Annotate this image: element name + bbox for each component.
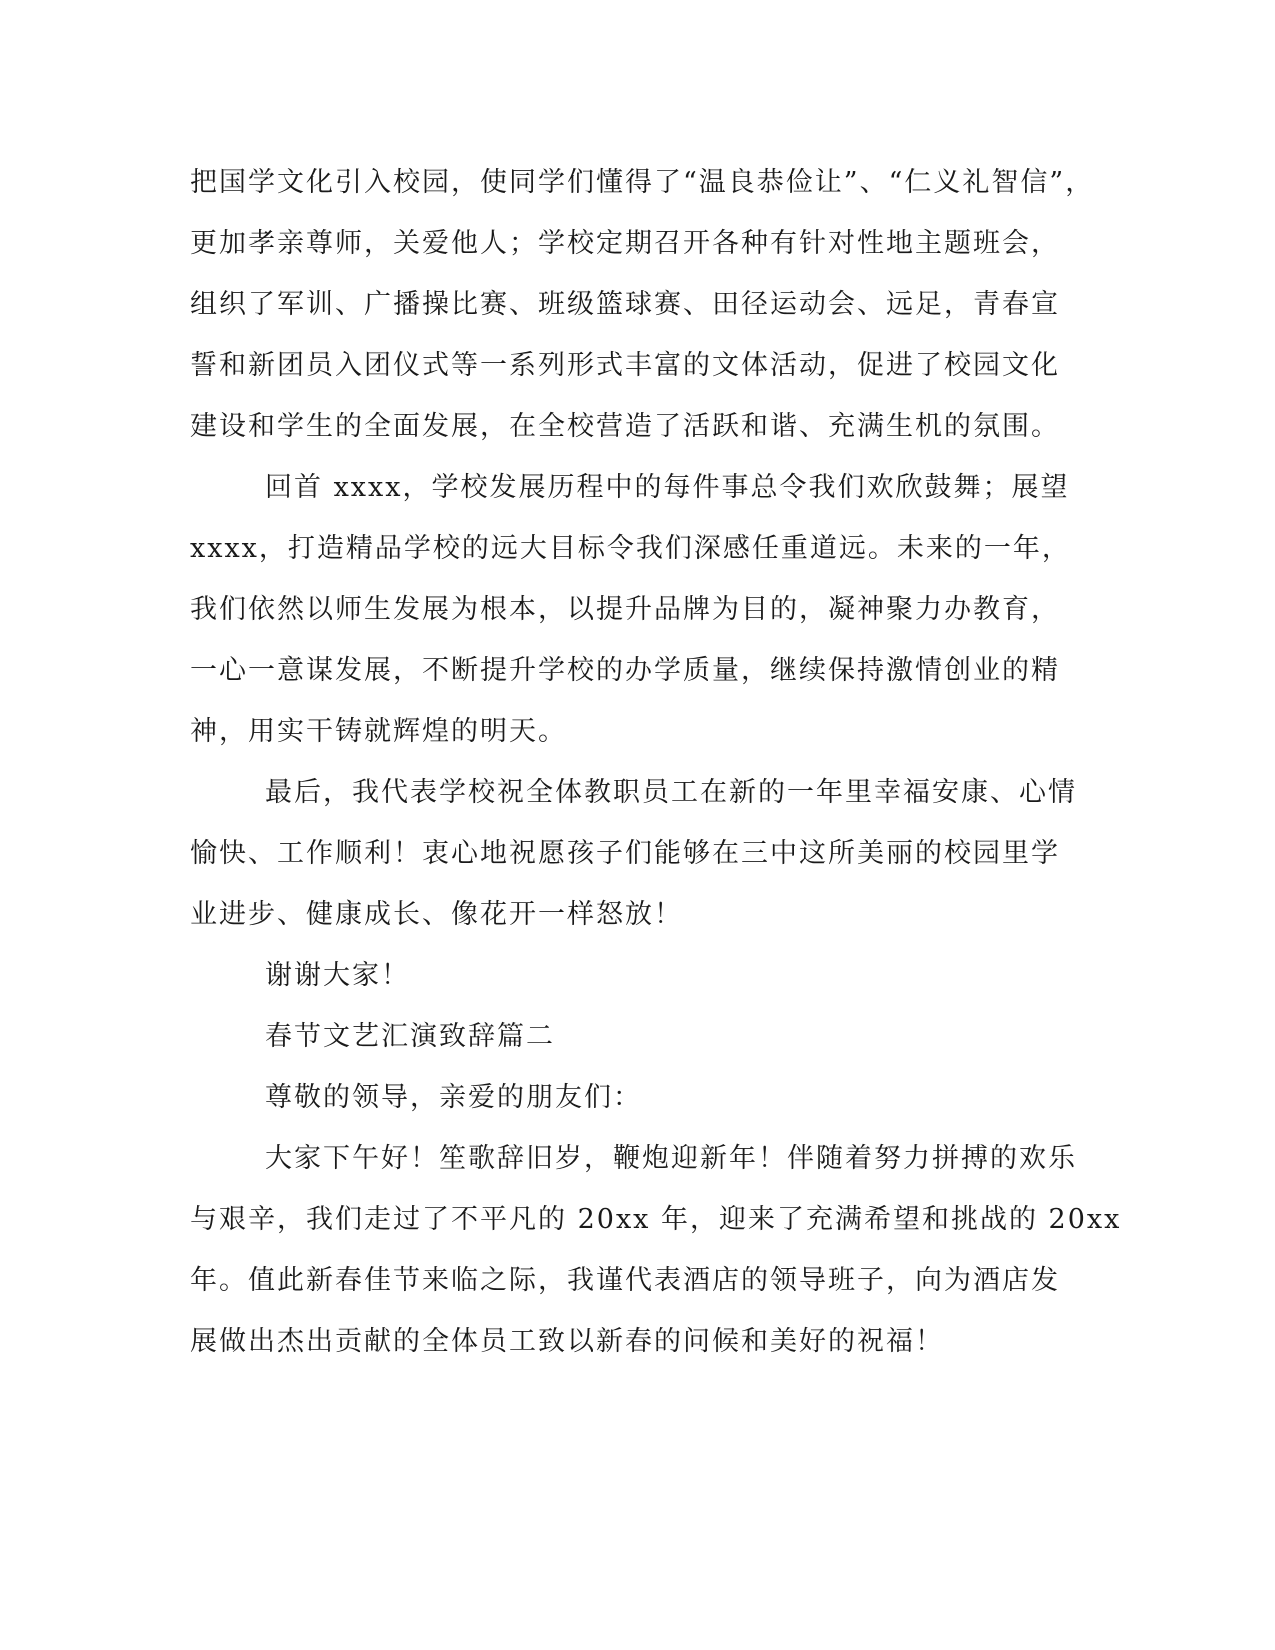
text-line: 年。值此新春佳节来临之际，我谨代表酒店的领导班子，向为酒店发: [190, 1265, 1060, 1296]
text-line: xxxx，打造精品学校的远大目标令我们深感任重道远。未来的一年，: [190, 533, 1071, 564]
text-line: 一心一意谋发展，不断提升学校的办学质量，继续保持激情创业的精: [190, 655, 1060, 686]
text-line: 神，用实干铸就辉煌的明天。: [190, 716, 567, 747]
text-line: 组织了军训、广播操比赛、班级篮球赛、田径运动会、远足，青春宣: [190, 289, 1060, 320]
paragraph-start-line: 大家下午好！笙歌辞旧岁，鞭炮迎新年！伴随着努力拼搏的欢乐: [265, 1143, 1077, 1174]
section-heading: 春节文艺汇演致辞篇二: [265, 1021, 555, 1052]
paragraph-start-line: 回首 xxxx，学校发展历程中的每件事总令我们欢欣鼓舞；展望: [265, 472, 1070, 503]
paragraph-start-line: 最后，我代表学校祝全体教职员工在新的一年里幸福安康、心情: [265, 777, 1077, 808]
text-line: 愉快、工作顺利！衷心地祝愿孩子们能够在三中这所美丽的校园里学: [190, 838, 1060, 869]
salutation-line: 尊敬的领导，亲爱的朋友们：: [265, 1082, 642, 1113]
document-body: [190, 152, 1122, 1372]
text-line: 把国学文化引入校园，使同学们懂得了“温良恭俭让”、“仁义礼智信”，: [190, 167, 1095, 198]
text-line: 更加孝亲尊师，关爱他人；学校定期召开各种有针对性地主题班会，: [190, 228, 1060, 259]
text-line: 与艰辛，我们走过了不平凡的 20xx 年，迎来了充满希望和挑战的 20xx: [190, 1204, 1122, 1235]
text-line: 建设和学生的全面发展，在全校营造了活跃和谐、充满生机的氛围。: [190, 411, 1060, 442]
text-line: 我们依然以师生发展为根本，以提升品牌为目的，凝神聚力办教育，: [190, 594, 1060, 625]
text-line: 展做出杰出贡献的全体员工致以新春的问候和美好的祝福！: [190, 1326, 944, 1357]
text-line: 业进步、健康成长、像花开一样怒放！: [190, 899, 683, 930]
thanks-line: 谢谢大家！: [265, 960, 410, 991]
text-line: 誓和新团员入团仪式等一系列形式丰富的文体活动，促进了校园文化: [190, 350, 1060, 381]
